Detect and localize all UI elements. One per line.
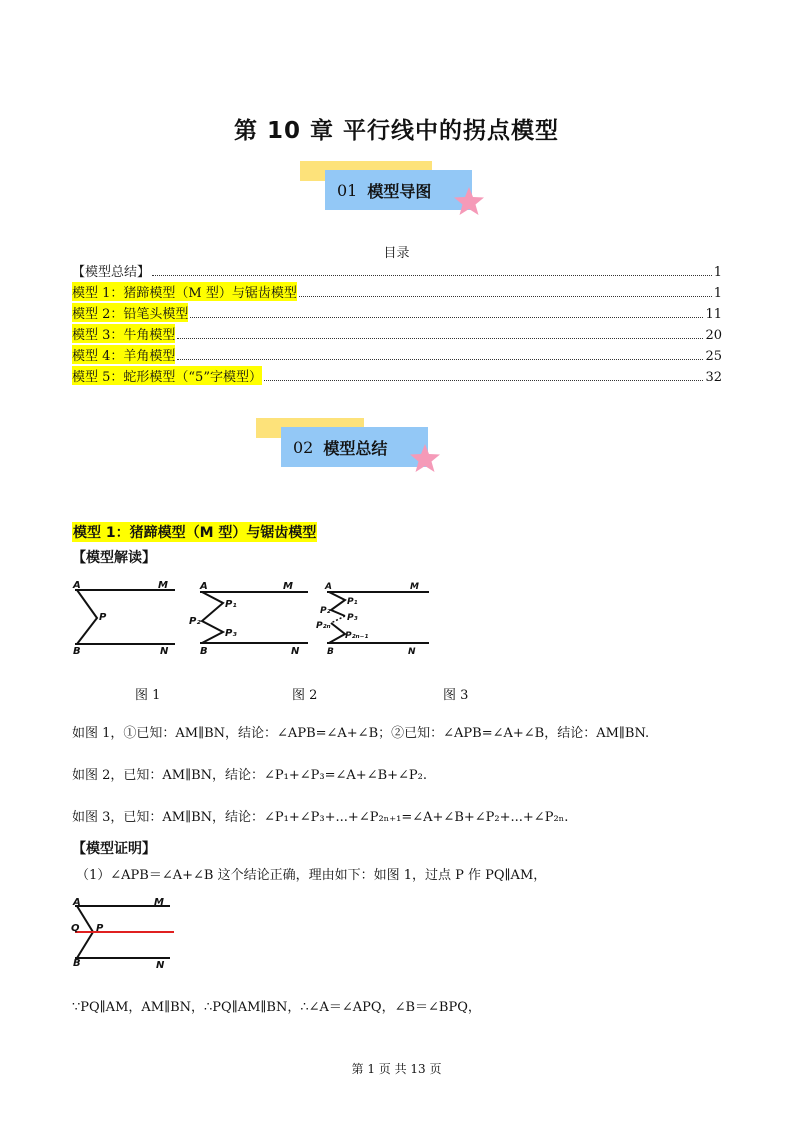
- point-label-p3: P₃: [347, 613, 358, 623]
- banner-label: 模型总结: [323, 438, 388, 458]
- point-label-a: A: [200, 581, 208, 592]
- toc-leader-dots: [190, 317, 703, 318]
- banner-model-summary: [256, 418, 436, 478]
- figure-2-diagram: [188, 578, 313, 660]
- star-icon: [452, 185, 486, 219]
- point-label-m: M: [410, 582, 419, 592]
- toc-page-number: 25: [705, 349, 722, 364]
- toc-item[interactable]: [72, 344, 722, 364]
- toc-title: 目录: [383, 246, 410, 261]
- toc-page-number: 1: [713, 286, 722, 301]
- figure-3-diagram: [315, 578, 435, 660]
- point-label-b: B: [327, 647, 334, 657]
- point-label-p2n: P₂ₙ: [316, 621, 331, 631]
- toc-leader-dots: [299, 296, 712, 297]
- proof-line-2: ∵PQ∥AM，AM∥BN，∴PQ∥AM∥BN，∴∠A＝∠APQ，∠B＝∠BPQ，: [72, 1000, 481, 1015]
- statement-figure-1: 如图 1，①已知：AM∥BN，结论：∠APB=∠A+∠B；②已知：∠APB=∠A+∠B，结论：AM∥BN.: [72, 726, 650, 741]
- point-label-m: M: [158, 580, 168, 591]
- point-label-p1: P₁: [225, 599, 237, 610]
- point-label-a: A: [73, 580, 81, 591]
- point-label-p2: P₂: [189, 616, 201, 627]
- toc-item-label: 模型 3：牛角模型: [72, 324, 175, 343]
- point-label-n: N: [291, 646, 300, 657]
- point-label-p2: P₂: [320, 606, 331, 616]
- figure-1-caption: 图 1: [135, 688, 161, 703]
- toc-item-label: 模型 2：铅笔头模型: [72, 303, 188, 322]
- toc-item[interactable]: [72, 302, 722, 322]
- banner-box: [325, 170, 472, 210]
- point-label-b: B: [200, 646, 208, 657]
- point-label-q: Q: [71, 923, 80, 934]
- reading-heading: 【模型解读】: [72, 550, 156, 566]
- point-label-n: N: [160, 646, 169, 657]
- proof-line-1: （1）∠APB＝∠A+∠B 这个结论正确，理由如下：如图 1，过点 P 作 PQ∥AM，: [76, 868, 547, 883]
- toc-leader-dots: [152, 275, 712, 276]
- toc-page-number: 1: [713, 265, 722, 280]
- toc-item[interactable]: [72, 323, 722, 343]
- page-footer: 第 1 页 共 13 页: [351, 1062, 442, 1076]
- toc-item-label: 模型 1：猪蹄模型（M 型）与锯齿模型: [72, 282, 297, 301]
- toc-item[interactable]: [72, 260, 722, 280]
- point-label-m: M: [154, 897, 164, 908]
- toc-item-label: 模型 4：羊角模型: [72, 345, 175, 364]
- page-title: 第 10 章 平行线中的拐点模型: [233, 118, 560, 144]
- point-label-p1: P₁: [347, 597, 358, 607]
- toc-item[interactable]: [72, 365, 722, 385]
- point-label-n: N: [156, 960, 165, 971]
- toc-item-label: 模型 5：蛇形模型（“5”字模型）: [72, 366, 262, 385]
- banner-label: 模型导图: [367, 181, 432, 201]
- figure-3-caption: 图 3: [443, 688, 469, 703]
- point-label-a: A: [325, 582, 332, 592]
- point-label-m: M: [283, 581, 293, 592]
- toc-page-number: 32: [705, 370, 722, 385]
- figure-1-diagram: [70, 578, 180, 658]
- toc-page-number: 20: [705, 328, 722, 343]
- banner-box: [281, 427, 428, 467]
- point-label-b: B: [73, 958, 81, 969]
- toc-item[interactable]: [72, 281, 722, 301]
- toc-item-label: 【模型总结】: [72, 265, 151, 280]
- proof-heading: 【模型证明】: [72, 841, 156, 857]
- point-label-b: B: [73, 646, 81, 657]
- banner-model-map: [300, 161, 480, 221]
- point-label-p2n-1: P₂ₙ₋₁: [345, 631, 369, 641]
- toc-leader-dots: [177, 359, 703, 360]
- statement-figure-2: 如图 2，已知：AM∥BN，结论：∠P₁+∠P₃=∠A+∠B+∠P₂.: [72, 768, 428, 783]
- point-label-p3: P₃: [225, 628, 237, 639]
- figure-2-caption: 图 2: [292, 688, 318, 703]
- banner-number: 02: [293, 437, 314, 457]
- point-label-a: A: [73, 897, 81, 908]
- proof-figure-diagram: [70, 896, 180, 972]
- point-label-n: N: [408, 647, 416, 657]
- toc-page-number: 11: [705, 307, 722, 322]
- toc-leader-dots: [264, 380, 703, 381]
- star-icon: [408, 442, 442, 476]
- toc-leader-dots: [177, 338, 703, 339]
- point-label-p: P: [99, 612, 107, 623]
- banner-number: 01: [337, 180, 358, 200]
- point-label-p: P: [96, 923, 104, 934]
- section-heading: 模型 1：猪蹄模型（M 型）与锯齿模型: [72, 522, 317, 542]
- statement-figure-3: 如图 3，已知：AM∥BN，结论：∠P₁+∠P₃+...+∠P₂ₙ₊₁=∠A+∠B+∠P₂+...+∠P₂ₙ.: [72, 810, 569, 825]
